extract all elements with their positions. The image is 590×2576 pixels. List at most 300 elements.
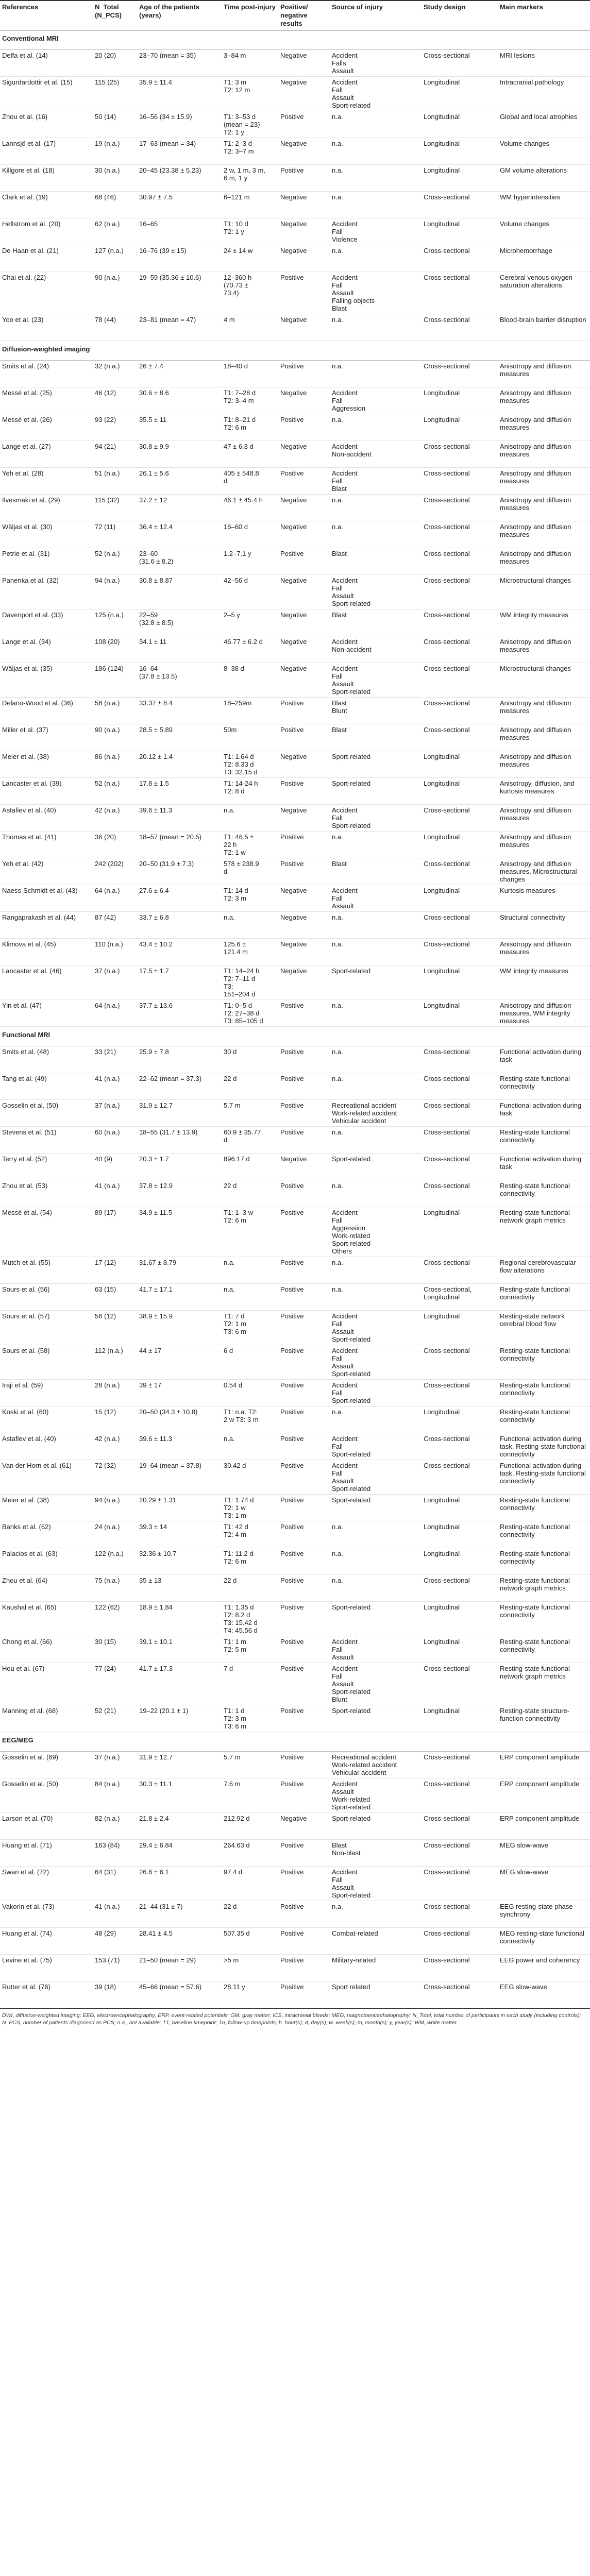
age-cell: 35 ± 13 bbox=[137, 1575, 222, 1602]
result-cell: Positive bbox=[278, 1840, 330, 1867]
result-cell: Positive bbox=[278, 272, 330, 314]
reference-cell: Kaushal et al. (65) bbox=[0, 1602, 93, 1636]
study-design-cell: Cross-sectional bbox=[422, 192, 498, 218]
study-design-cell: Cross-sectional bbox=[422, 1778, 498, 1813]
study-design-cell: Cross-sectional bbox=[422, 1840, 498, 1867]
age-cell: 43.4 ± 10.2 bbox=[137, 939, 222, 965]
study-design-cell: Cross-sectional bbox=[422, 245, 498, 272]
time-post-injury-cell: 30 d bbox=[222, 1046, 278, 1073]
table-row bbox=[0, 832, 590, 858]
main-markers-cell: Anisotropy and diffusion measures, Microstructural changes bbox=[498, 858, 590, 885]
n-total-cell: 87 (42) bbox=[93, 912, 137, 939]
study-design-cell: Cross-sectional bbox=[422, 521, 498, 548]
study-design-cell: Cross-sectional bbox=[422, 495, 498, 521]
n-total-cell: 93 (22) bbox=[93, 414, 137, 441]
age-cell: 37.8 ± 12.9 bbox=[137, 1180, 222, 1207]
study-design-cell: Cross-sectional bbox=[422, 1460, 498, 1495]
result-cell: Negative bbox=[278, 575, 330, 609]
reference-cell: Manning et al. (68) bbox=[0, 1705, 93, 1732]
table-row bbox=[0, 1046, 590, 1073]
n-total-cell: 36 (20) bbox=[93, 832, 137, 858]
reference-cell: Miller et al. (37) bbox=[0, 724, 93, 751]
time-post-injury-cell: 578 ± 238.9 d bbox=[222, 858, 278, 885]
time-post-injury-cell: 46.77 ± 6.2 d bbox=[222, 636, 278, 663]
age-cell: 38.9 ± 15.9 bbox=[137, 1311, 222, 1345]
n-total-cell: 17 (12) bbox=[93, 1257, 137, 1284]
n-total-cell: 24 (n.a.) bbox=[93, 1521, 137, 1548]
result-cell: Negative bbox=[278, 1154, 330, 1180]
n-total-cell: 112 (n.a.) bbox=[93, 1345, 137, 1380]
main-markers-cell: WM integrity measures bbox=[498, 965, 590, 1000]
reference-cell: Smits et al. (24) bbox=[0, 361, 93, 387]
table-row bbox=[0, 1180, 590, 1207]
injury-source-cell: Accident Fall Assault Sport-related bbox=[330, 575, 422, 609]
injury-source-cell: Blast bbox=[330, 548, 422, 575]
reference-cell: Hou et al. (67) bbox=[0, 1663, 93, 1705]
result-cell: Positive bbox=[278, 111, 330, 138]
main-markers-cell: Functional activation during task, Resting-state functional connectivity bbox=[498, 1460, 590, 1495]
reference-cell: Sigurdardottir et al. (15) bbox=[0, 77, 93, 111]
n-total-cell: 242 (202) bbox=[93, 858, 137, 885]
n-total-cell: 41 (n.a.) bbox=[93, 1073, 137, 1100]
table-row bbox=[0, 1406, 590, 1433]
study-design-cell: Cross-sectional bbox=[422, 1345, 498, 1380]
n-total-cell: 77 (24) bbox=[93, 1663, 137, 1705]
result-cell: Positive bbox=[278, 1705, 330, 1732]
age-cell: 19–59 (35.36 ± 10.6) bbox=[137, 272, 222, 314]
result-cell: Positive bbox=[278, 1000, 330, 1027]
study-design-cell: Longitudinal bbox=[422, 751, 498, 778]
result-cell: Positive bbox=[278, 1127, 330, 1154]
reference-cell: Zhou et al. (16) bbox=[0, 111, 93, 138]
n-total-cell: 122 (62) bbox=[93, 1602, 137, 1636]
study-design-cell: Cross-sectional bbox=[422, 609, 498, 636]
main-markers-cell: Microhemorrhage bbox=[498, 245, 590, 272]
age-cell: 41.7 ± 17.3 bbox=[137, 1663, 222, 1705]
header-age: Age of the patients (years) bbox=[137, 1, 222, 30]
time-post-injury-cell: n.a. bbox=[222, 1433, 278, 1460]
table-row bbox=[0, 778, 590, 805]
table-row bbox=[0, 663, 590, 698]
n-total-cell: 33 (21) bbox=[93, 1046, 137, 1073]
main-markers-cell: Anisotropy and diffusion measures bbox=[498, 414, 590, 441]
time-post-injury-cell: T1: 2–3 d T2: 3–7 m bbox=[222, 138, 278, 165]
study-design-cell: Cross-sectional bbox=[422, 912, 498, 939]
result-cell: Positive bbox=[278, 1433, 330, 1460]
age-cell: 22–59 (32.8 ± 8.5) bbox=[137, 609, 222, 636]
age-cell: 30.3 ± 11.1 bbox=[137, 1778, 222, 1813]
reference-cell: Ilvesmäki et al. (29) bbox=[0, 495, 93, 521]
n-total-cell: 78 (44) bbox=[93, 314, 137, 341]
main-markers-cell: Resting-state functional connectivity bbox=[498, 1345, 590, 1380]
n-total-cell: 42 (n.a.) bbox=[93, 1433, 137, 1460]
age-cell: 22–62 (mean = 37.3) bbox=[137, 1073, 222, 1100]
injury-source-cell: n.a. bbox=[330, 912, 422, 939]
n-total-cell: 68 (46) bbox=[93, 192, 137, 218]
age-cell: 39 ± 17 bbox=[137, 1380, 222, 1406]
time-post-injury-cell: 18–259m bbox=[222, 698, 278, 724]
n-total-cell: 15 (12) bbox=[93, 1406, 137, 1433]
reference-cell: Zhou et al. (53) bbox=[0, 1180, 93, 1207]
main-markers-cell: WM integrity measures bbox=[498, 609, 590, 636]
injury-source-cell: Sport-related bbox=[330, 778, 422, 805]
main-markers-cell: Resting-state functional connectivity bbox=[498, 1284, 590, 1311]
time-post-injury-cell: T1: 46.5 ± 22 h T2: 1 w bbox=[222, 832, 278, 858]
result-cell: Positive bbox=[278, 548, 330, 575]
reference-cell: Smits et al. (48) bbox=[0, 1046, 93, 1073]
section-header-row bbox=[0, 1027, 590, 1046]
main-markers-cell: Anisotropy and diffusion measures bbox=[498, 495, 590, 521]
result-cell: Positive bbox=[278, 1575, 330, 1602]
n-total-cell: 82 (n.a.) bbox=[93, 1813, 137, 1840]
age-cell: 35.9 ± 11.4 bbox=[137, 77, 222, 111]
injury-source-cell: n.a. bbox=[330, 314, 422, 341]
time-post-injury-cell: T1: 0–5 d T2: 27–38 d T3: 85–105 d bbox=[222, 1000, 278, 1027]
age-cell: 23–81 (mean = 47) bbox=[137, 314, 222, 341]
time-post-injury-cell: 22 d bbox=[222, 1180, 278, 1207]
study-design-cell: Cross-sectional bbox=[422, 1981, 498, 2008]
injury-source-cell: Accident Non-accident bbox=[330, 636, 422, 663]
time-post-injury-cell: 2 w, 1 m, 3 m, 6 m, 1 y bbox=[222, 165, 278, 192]
table-row bbox=[0, 698, 590, 724]
time-post-injury-cell: 2–5 y bbox=[222, 609, 278, 636]
time-post-injury-cell: T1: 1.64 d T2: 8.33 d T3: 32.15 d bbox=[222, 751, 278, 778]
main-markers-cell: Anisotropy and diffusion measures bbox=[498, 805, 590, 832]
study-design-cell: Cross-sectional bbox=[422, 1046, 498, 1073]
main-markers-cell: Functional activation during task bbox=[498, 1154, 590, 1180]
table-footnote: DWI, diffusion-weighted imaging; EEG, electroencephalography; ERP, event-related potentials; GM, gray matter; ICS, intracranial bleeds; MEG, magnetoencephalography; N_Total, total number of participants in each study (including controls); N_PCS, number of patients diagnosed as PCS; n.a., not available; T1, baseline timepoint; Tn, follow-up timepoints; h, hour(s); d, day(s); w, week(s); m, month(s); y, year(s); WM, white matter. bbox=[0, 2008, 590, 2026]
main-markers-cell: Anisotropy and diffusion measures bbox=[498, 387, 590, 414]
main-markers-cell: Resting-state functional connectivity bbox=[498, 1495, 590, 1521]
table-row bbox=[0, 1602, 590, 1636]
time-post-injury-cell: 212.92 d bbox=[222, 1813, 278, 1840]
table-row bbox=[0, 1207, 590, 1257]
main-markers-cell: MEG slow-wave bbox=[498, 1840, 590, 1867]
reference-cell: Sours et al. (57) bbox=[0, 1311, 93, 1345]
age-cell: 31.67 ± 8.79 bbox=[137, 1257, 222, 1284]
table-row bbox=[0, 1380, 590, 1406]
main-markers-cell: Blood-brain barrier disruption bbox=[498, 314, 590, 341]
age-cell: 20–50 (31.9 ± 7.3) bbox=[137, 858, 222, 885]
reference-cell: Larson et al. (70) bbox=[0, 1813, 93, 1840]
time-post-injury-cell: n.a. bbox=[222, 1284, 278, 1311]
n-total-cell: 30 (n.a.) bbox=[93, 165, 137, 192]
injury-source-cell: n.a. bbox=[330, 1046, 422, 1073]
result-cell: Positive bbox=[278, 1046, 330, 1073]
table-row bbox=[0, 192, 590, 218]
time-post-injury-cell: 47 ± 6.3 d bbox=[222, 441, 278, 468]
header-results: Positive/ negative results bbox=[278, 1, 330, 30]
main-markers-cell: Resting-state functional network graph metrics bbox=[498, 1575, 590, 1602]
time-post-injury-cell: 50m bbox=[222, 724, 278, 751]
study-design-cell: Cross-sectional bbox=[422, 1154, 498, 1180]
study-design-cell: Longitudinal bbox=[422, 387, 498, 414]
injury-source-cell: n.a. bbox=[330, 192, 422, 218]
study-design-cell: Cross-sectional bbox=[422, 50, 498, 77]
table-row bbox=[0, 1981, 590, 2008]
study-design-cell: Cross-sectional bbox=[422, 1928, 498, 1955]
result-cell: Positive bbox=[278, 1636, 330, 1663]
main-markers-cell: Resting-state functional connectivity bbox=[498, 1406, 590, 1433]
table-row bbox=[0, 468, 590, 495]
n-total-cell: 64 (n.a.) bbox=[93, 885, 137, 912]
reference-cell: Astafiev et al. (40) bbox=[0, 805, 93, 832]
injury-source-cell: Sport-related bbox=[330, 1154, 422, 1180]
injury-source-cell: Accident Non-accident bbox=[330, 441, 422, 468]
main-markers-cell: Functional activation during task bbox=[498, 1046, 590, 1073]
study-design-cell: Cross-sectional bbox=[422, 1955, 498, 1981]
table-row bbox=[0, 1311, 590, 1345]
injury-source-cell: n.a. bbox=[330, 939, 422, 965]
result-cell: Positive bbox=[278, 1548, 330, 1575]
time-post-injury-cell: 7 d bbox=[222, 1663, 278, 1705]
table-row bbox=[0, 1000, 590, 1027]
main-markers-cell: MEG resting-state functional connectivity bbox=[498, 1928, 590, 1955]
reference-cell: Davenport et al. (33) bbox=[0, 609, 93, 636]
reference-cell: Wäljas et al. (35) bbox=[0, 663, 93, 698]
main-markers-cell: Resting-state functional connectivity bbox=[498, 1521, 590, 1548]
age-cell: 39.6 ± 11.3 bbox=[137, 805, 222, 832]
table-row bbox=[0, 521, 590, 548]
table-header-row bbox=[0, 1, 590, 30]
table-row bbox=[0, 1840, 590, 1867]
result-cell: Negative bbox=[278, 77, 330, 111]
injury-source-cell: n.a. bbox=[330, 1127, 422, 1154]
injury-source-cell: Accident Fall Assault Sport-related bbox=[330, 663, 422, 698]
reference-cell: Gosselin et al. (69) bbox=[0, 1752, 93, 1778]
reference-cell: Van der Horn et al. (61) bbox=[0, 1460, 93, 1495]
injury-source-cell: Sport-related bbox=[330, 1705, 422, 1732]
n-total-cell: 108 (20) bbox=[93, 636, 137, 663]
time-post-injury-cell: 24 ± 14 w bbox=[222, 245, 278, 272]
study-design-cell: Longitudinal bbox=[422, 1207, 498, 1257]
n-total-cell: 90 (n.a.) bbox=[93, 272, 137, 314]
study-design-cell: Cross-sectional bbox=[422, 1257, 498, 1284]
main-markers-cell: Functional activation during task bbox=[498, 1100, 590, 1127]
reference-cell: Astafiev et al. (40) bbox=[0, 1433, 93, 1460]
reference-cell: Mutch et al. (55) bbox=[0, 1257, 93, 1284]
main-markers-cell: ERP component amplitude bbox=[498, 1813, 590, 1840]
section-title: EEG/MEG bbox=[0, 1732, 590, 1752]
table-row bbox=[0, 1154, 590, 1180]
reference-cell: Delfa et al. (14) bbox=[0, 50, 93, 77]
main-markers-cell: Resting-state functional connectivity bbox=[498, 1380, 590, 1406]
result-cell: Positive bbox=[278, 1284, 330, 1311]
table-row bbox=[0, 77, 590, 111]
injury-source-cell: Recreational accident Work-related accident Vehicular accident bbox=[330, 1100, 422, 1127]
study-design-cell: Longitudinal bbox=[422, 165, 498, 192]
time-post-injury-cell: 60.9 ± 35.77 d bbox=[222, 1127, 278, 1154]
time-post-injury-cell: 22 d bbox=[222, 1073, 278, 1100]
time-post-injury-cell: T1: 3–53 d (mean = 23) T2: 1 y bbox=[222, 111, 278, 138]
header-time-post-injury: Time post-injury bbox=[222, 1, 278, 30]
result-cell: Positive bbox=[278, 414, 330, 441]
age-cell: 26.1 ± 5.6 bbox=[137, 468, 222, 495]
time-post-injury-cell: T1: 1.74 d T2: 1 w T3: 1 m bbox=[222, 1495, 278, 1521]
injury-source-cell: Accident Fall Assault Sport-related bbox=[330, 77, 422, 111]
study-design-cell: Longitudinal bbox=[422, 1495, 498, 1521]
age-cell: 26 ± 7.4 bbox=[137, 361, 222, 387]
study-design-cell: Longitudinal bbox=[422, 1705, 498, 1732]
main-markers-cell: Kurtosis measures bbox=[498, 885, 590, 912]
time-post-injury-cell: 3–84 m bbox=[222, 50, 278, 77]
result-cell: Positive bbox=[278, 1981, 330, 2008]
reference-cell: Stevens et al. (51) bbox=[0, 1127, 93, 1154]
age-cell: 27.6 ± 6.4 bbox=[137, 885, 222, 912]
table-row bbox=[0, 1495, 590, 1521]
study-design-cell: Cross-sectional bbox=[422, 939, 498, 965]
n-total-cell: 28 (n.a.) bbox=[93, 1380, 137, 1406]
n-total-cell: 19 (n.a.) bbox=[93, 138, 137, 165]
injury-source-cell: Accident Fall Assault Sport-related bbox=[330, 1311, 422, 1345]
injury-source-cell: n.a. bbox=[330, 1180, 422, 1207]
age-cell: 31.9 ± 12.7 bbox=[137, 1100, 222, 1127]
main-markers-cell: Resting-state functional connectivity bbox=[498, 1602, 590, 1636]
study-design-cell: Longitudinal bbox=[422, 885, 498, 912]
study-design-cell: Cross-sectional bbox=[422, 1752, 498, 1778]
injury-source-cell: n.a. bbox=[330, 111, 422, 138]
n-total-cell: 72 (32) bbox=[93, 1460, 137, 1495]
time-post-injury-cell: 405 ± 548.8 d bbox=[222, 468, 278, 495]
table-row bbox=[0, 165, 590, 192]
time-post-injury-cell: T1: 7–28 d T2: 3–4 m bbox=[222, 387, 278, 414]
study-design-cell: Cross-sectional bbox=[422, 663, 498, 698]
study-design-cell: Longitudinal bbox=[422, 1311, 498, 1345]
injury-source-cell: Sport-related bbox=[330, 1813, 422, 1840]
time-post-injury-cell: T1: 1–3 w T2: 6 m bbox=[222, 1207, 278, 1257]
reference-cell: Killgore et al. (18) bbox=[0, 165, 93, 192]
result-cell: Positive bbox=[278, 1521, 330, 1548]
table-row bbox=[0, 1257, 590, 1284]
injury-source-cell: Accident Fall Aggression bbox=[330, 387, 422, 414]
result-cell: Positive bbox=[278, 1380, 330, 1406]
n-total-cell: 58 (n.a.) bbox=[93, 698, 137, 724]
n-total-cell: 39 (18) bbox=[93, 1981, 137, 2008]
injury-source-cell: n.a. bbox=[330, 1901, 422, 1928]
injury-source-cell: Blast Non-blast bbox=[330, 1840, 422, 1867]
study-design-cell: Longitudinal bbox=[422, 111, 498, 138]
table-row bbox=[0, 636, 590, 663]
n-total-cell: 20 (20) bbox=[93, 50, 137, 77]
table-row bbox=[0, 1460, 590, 1495]
header-n-total: N_Total (N_PCS) bbox=[93, 1, 137, 30]
injury-source-cell: Accident Fall Sport-related bbox=[330, 805, 422, 832]
main-markers-cell: Anisotropy and diffusion measures bbox=[498, 939, 590, 965]
age-cell: 16–64 (37.8 ± 13.5) bbox=[137, 663, 222, 698]
reference-cell: Iraji et al. (59) bbox=[0, 1380, 93, 1406]
n-total-cell: 64 (31) bbox=[93, 1867, 137, 1901]
time-post-injury-cell: 0.54 d bbox=[222, 1380, 278, 1406]
n-total-cell: 115 (25) bbox=[93, 77, 137, 111]
age-cell: 25.9 ± 7.8 bbox=[137, 1046, 222, 1073]
result-cell: Positive bbox=[278, 468, 330, 495]
main-markers-cell: Resting-state functional connectivity bbox=[498, 1073, 590, 1100]
time-post-injury-cell: T1: 14 d T2: 3 m bbox=[222, 885, 278, 912]
result-cell: Positive bbox=[278, 1495, 330, 1521]
injury-source-cell: n.a. bbox=[330, 1257, 422, 1284]
main-markers-cell: Anisotropy and diffusion measures bbox=[498, 361, 590, 387]
study-design-cell: Longitudinal bbox=[422, 965, 498, 1000]
reference-cell: Lancaster et al. (46) bbox=[0, 965, 93, 1000]
time-post-injury-cell: T1: 11.2 d T2: 6 m bbox=[222, 1548, 278, 1575]
result-cell: Negative bbox=[278, 192, 330, 218]
time-post-injury-cell: 5.7 m bbox=[222, 1100, 278, 1127]
main-markers-cell: Resting-state structure-function connectivity bbox=[498, 1705, 590, 1732]
age-cell: 35.5 ± 11 bbox=[137, 414, 222, 441]
reference-cell: Vakorin et al. (73) bbox=[0, 1901, 93, 1928]
n-total-cell: 63 (15) bbox=[93, 1284, 137, 1311]
reference-cell: Sours et al. (56) bbox=[0, 1284, 93, 1311]
injury-source-cell: Accident Fall Violence bbox=[330, 218, 422, 245]
result-cell: Positive bbox=[278, 1752, 330, 1778]
result-cell: Negative bbox=[278, 1813, 330, 1840]
n-total-cell: 86 (n.a.) bbox=[93, 751, 137, 778]
main-markers-cell: EEG slow-wave bbox=[498, 1981, 590, 2008]
injury-source-cell: Accident Fall Assault Falling objects Blast bbox=[330, 272, 422, 314]
study-design-cell: Cross-sectional bbox=[422, 1901, 498, 1928]
age-cell: 16–65 bbox=[137, 218, 222, 245]
time-post-injury-cell: 507.35 d bbox=[222, 1928, 278, 1955]
n-total-cell: 41 (n.a.) bbox=[93, 1901, 137, 1928]
n-total-cell: 37 (n.a.) bbox=[93, 1100, 137, 1127]
time-post-injury-cell: 18–40 d bbox=[222, 361, 278, 387]
time-post-injury-cell: 5.7 m bbox=[222, 1752, 278, 1778]
main-markers-cell: Structural connectivity bbox=[498, 912, 590, 939]
result-cell: Positive bbox=[278, 1867, 330, 1901]
reference-cell: Huang et al. (74) bbox=[0, 1928, 93, 1955]
reference-cell: Hellstrom et al. (20) bbox=[0, 218, 93, 245]
injury-source-cell: Sport-related bbox=[330, 751, 422, 778]
reference-cell: Rutter et al. (76) bbox=[0, 1981, 93, 2008]
reference-cell: Koski et al. (60) bbox=[0, 1406, 93, 1433]
table-row bbox=[0, 1433, 590, 1460]
main-markers-cell: Resting-state functional network graph metrics bbox=[498, 1207, 590, 1257]
result-cell: Positive bbox=[278, 1460, 330, 1495]
study-design-cell: Cross-sectional bbox=[422, 548, 498, 575]
main-markers-cell: Microstructural changes bbox=[498, 663, 590, 698]
main-markers-cell: MRI lesions bbox=[498, 50, 590, 77]
injury-source-cell: Blast bbox=[330, 609, 422, 636]
table-row bbox=[0, 1928, 590, 1955]
study-design-cell: Cross-sectional bbox=[422, 1575, 498, 1602]
result-cell: Positive bbox=[278, 1406, 330, 1433]
reference-cell: Zhou et al. (64) bbox=[0, 1575, 93, 1602]
result-cell: Negative bbox=[278, 636, 330, 663]
age-cell: 39.3 ± 14 bbox=[137, 1521, 222, 1548]
section-title: Conventional MRI bbox=[0, 30, 590, 50]
reference-cell: Lange et al. (34) bbox=[0, 636, 93, 663]
time-post-injury-cell: 264.63 d bbox=[222, 1840, 278, 1867]
study-design-cell: Cross-sectional bbox=[422, 575, 498, 609]
age-cell: 20–50 (34.3 ± 10.8) bbox=[137, 1406, 222, 1433]
reference-cell: Chong et al. (66) bbox=[0, 1636, 93, 1663]
table-row bbox=[0, 1284, 590, 1311]
main-markers-cell: Functional activation during task, Resting-state functional connectivity bbox=[498, 1433, 590, 1460]
time-post-injury-cell: 97.4 d bbox=[222, 1867, 278, 1901]
table-row bbox=[0, 1521, 590, 1548]
reference-cell: Messé et al. (54) bbox=[0, 1207, 93, 1257]
time-post-injury-cell: 22 d bbox=[222, 1575, 278, 1602]
table-row bbox=[0, 1752, 590, 1778]
study-design-cell: Longitudinal bbox=[422, 77, 498, 111]
age-cell: 17–63 (mean = 34) bbox=[137, 138, 222, 165]
age-cell: 19–64 (mean = 37.8) bbox=[137, 1460, 222, 1495]
study-design-cell: Cross-sectional bbox=[422, 314, 498, 341]
injury-source-cell: n.a. bbox=[330, 165, 422, 192]
injury-source-cell: Accident Fall Assault bbox=[330, 885, 422, 912]
injury-source-cell: Accident Fall Assault Sport-related Blunt bbox=[330, 1663, 422, 1705]
age-cell: 28.41 ± 4.5 bbox=[137, 1928, 222, 1955]
